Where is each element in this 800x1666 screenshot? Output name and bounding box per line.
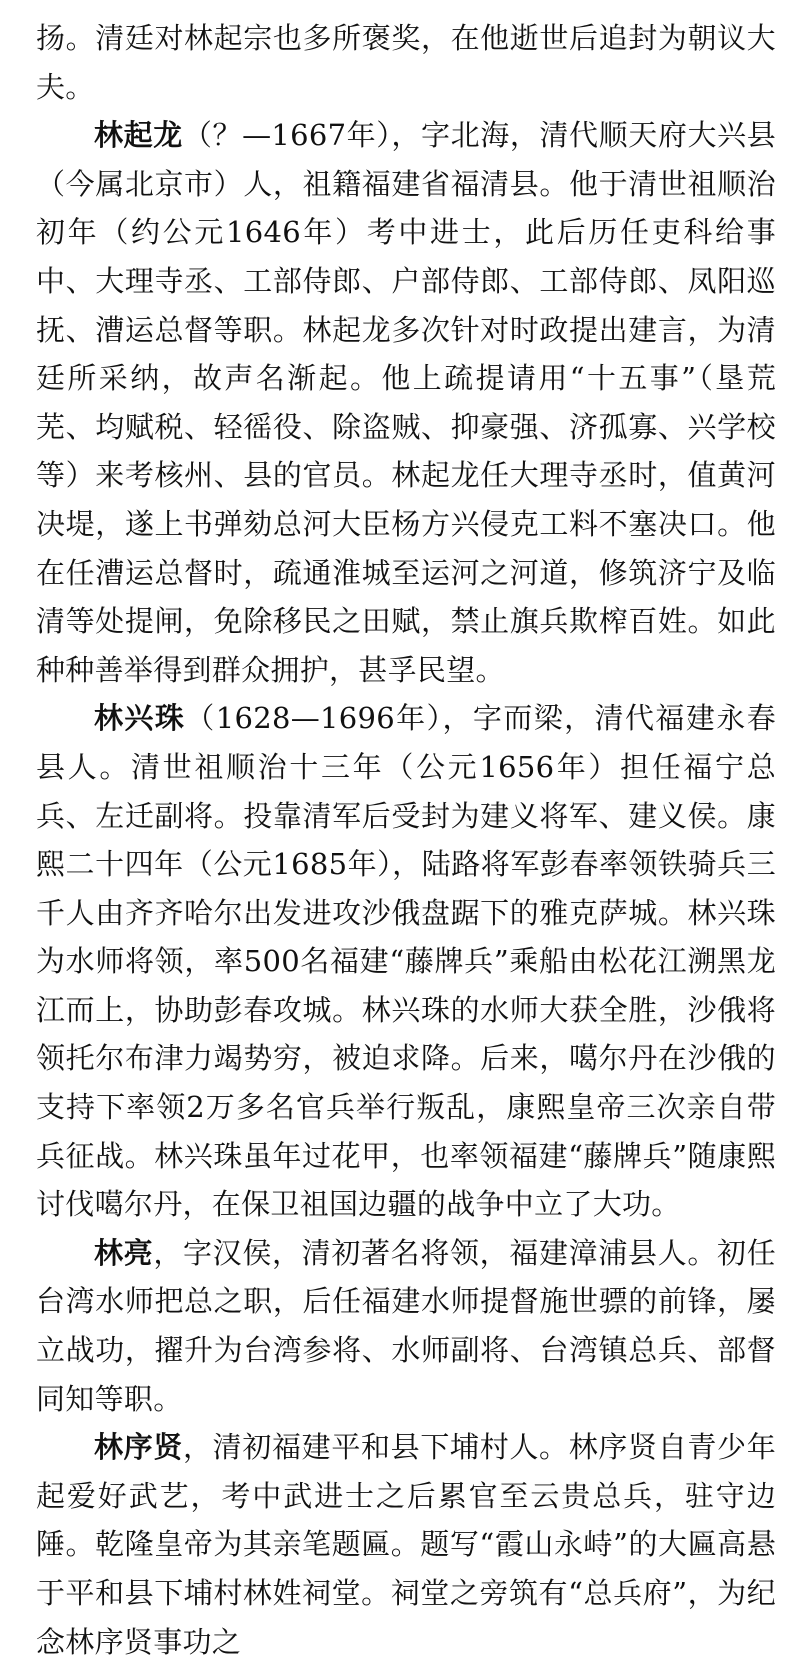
paragraph-lin-xuxian (36, 1423, 776, 1666)
paragraph-lin-liang (36, 1229, 776, 1423)
person-name: 林兴珠 (94, 701, 186, 736)
paragraph-lin-xingzhu (36, 694, 776, 1229)
paragraph-text: ，字汉侯，清初著名将领，福建漳浦县人。初任台湾水师把总之职，后任福建水师提督施世骠的前锋，屡立战功，擢升为台湾参将、水师副将、台湾镇总兵、部督同知等职。 (36, 1235, 776, 1416)
paragraph-lin-qilong (36, 111, 776, 694)
paragraph-text: （？—1667年），字北海，清代顺天府大兴县（今属北京市）人，祖籍福建省福清县。他于清世祖顺治初年（约公元1646年）考中进士，此后历任吏科给事中、大理寺丞、工部侍郎、户部侍郎、工部侍郎、凤阳巡抚、漕运总督等职。林起龙多次针对时政提出建言，为清廷所采纳，故声名渐起。他上疏提请用“十五事”（垦荒芜、均赋税、轻徭役、除盗贼、抑豪强、济孤寡、兴学校等）来考核州、县的官员。林起龙任大理寺丞时，值黄河决堤，遂上书弹劾总河大臣杨方兴侵克工料不塞决口。他在任漕运总督时，疏通淮城至运河之河道，修筑济宁及临清等处提闸，免除移民之田赋，禁止旗兵欺榨百姓。如此种种善举得到群众拥护，甚孚民望。 (36, 118, 777, 687)
person-name: 林序贤 (94, 1430, 184, 1465)
page-text (36, 14, 776, 1666)
person-name: 林亮 (94, 1235, 154, 1270)
paragraph-lin-qizong-end (36, 14, 776, 111)
paragraph-text: （1628—1696年），字而梁，清代福建永春县人。清世祖顺治十三年（公元1656年）担任福宁总兵、左迁副将。投靠清军后受封为建义将军、建义侯。康熙二十四年（公元1685年），陆路将军彭春率领铁骑兵三千人由齐齐哈尔出发进攻沙俄盘踞下的雅克萨城。林兴珠为水师将领，率500名福建“藤牌兵”乘船由松花江溯黑龙江而上，协助彭春攻城。林兴珠的水师大获全胜，沙俄将领托尔布津力竭势穷，被迫求降。后来，噶尔丹在沙俄的支持下率领2万多名官兵举行叛乱，康熙皇帝三次亲自带兵征战。林兴珠虽年过花甲，也率领福建“藤牌兵”随康熙讨伐噶尔丹，在保卫祖国边疆的战争中立了大功。 (36, 701, 776, 1222)
paragraph-text: ，清初福建平和县下埔村人。林序贤自青少年起爱好武艺，考中武进士之后累官至云贵总兵，驻守边陲。乾隆皇帝为其亲笔题匾。题写“霞山永峙”的大匾高悬于平和县下埔村林姓祠堂。祠堂之旁筑有“总兵府”，为纪念林序贤事功之 (36, 1430, 776, 1659)
person-name: 林起龙 (94, 118, 183, 153)
paragraph-text: 扬。清廷对林起宗也多所褒奖，在他逝世后追封为朝议大夫。 (36, 21, 776, 104)
